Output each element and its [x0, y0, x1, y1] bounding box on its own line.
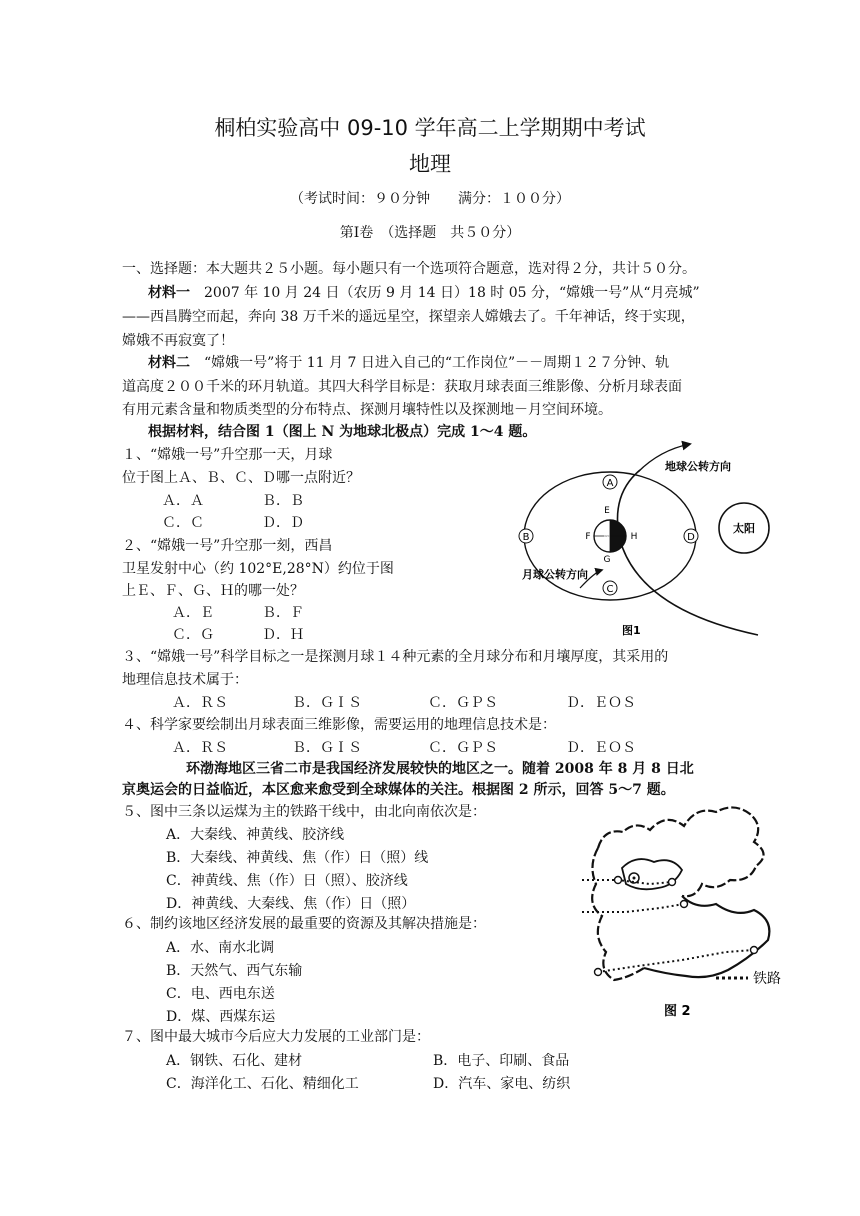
q5-stem: ５、图中三条以运煤为主的铁路干线中，由北向南依次是： [122, 804, 486, 820]
q1-option-a[interactable]: Ａ．Ａ [162, 493, 204, 509]
figure1-caption: 图1 [622, 624, 641, 637]
q6-stem: ６、制约该地区经济发展的最重要的资源及其解决措施是： [122, 916, 486, 932]
q6-option-b[interactable]: B．天然气、西气东输 [166, 963, 303, 979]
material2-line1 [148, 352, 669, 375]
material1-text: 2007 年 10 月 24 日（农历 9 月 14 日）18 时 05 分，“嫦娥一号”从“月亮城” [190, 285, 700, 301]
railway-station-3 [681, 901, 688, 908]
sun-label: 太阳 [733, 522, 755, 535]
exam-info: （考试时间：９０分钟 满分：１００分） [290, 191, 570, 207]
label-b: B [522, 532, 530, 543]
material2-text: “嫦娥一号”将于 11 月 7 日进入自己的“工作岗位”－－周期１２７分钟、轨 [190, 355, 670, 371]
instruction: 一、选择题：本大题共２５小题。每小题只有一个选项符合题意，选对得２分，共计５０分。 [122, 261, 696, 277]
q1-stem-line2: 位于图上Ａ、Ｂ、Ｃ、Ｄ哪一点附近？ [122, 470, 360, 486]
q3-option-a[interactable]: Ａ．ＲＳ [172, 695, 228, 711]
label-c: C [606, 584, 614, 595]
q3-option-c[interactable]: Ｃ．ＧＰＳ [428, 695, 498, 711]
exam-subject: 地理 [409, 152, 451, 176]
q7-option-d[interactable]: D．汽车、家电、纺织 [433, 1076, 571, 1092]
figure2-caption: 图 2 [664, 1004, 691, 1019]
label-g: G [603, 555, 611, 565]
q5-option-a[interactable]: A．大秦线、神黄线、胶济线 [166, 827, 345, 843]
q4-option-d[interactable]: Ｄ．ＥＯＳ [566, 740, 636, 756]
moon-orbit-label: 月球公转方向 [522, 568, 588, 581]
earth-orbit-label: 地球公转方向 [665, 460, 731, 473]
label-d: D [687, 532, 695, 543]
q4-option-b[interactable]: Ｂ．ＧＩＳ [292, 740, 362, 756]
q7-option-c[interactable]: C．海洋化工、石化、精细化工 [166, 1076, 359, 1092]
q2-stem-line2: 卫星发射中心（约 102°E,28°N）约位于图 [122, 561, 394, 577]
q3-stem-line2: 地理信息技术属于： [122, 672, 248, 688]
figure2-railway-map [578, 800, 788, 1025]
q3-stem-line1: ３、“嫦娥一号”科学目标之一是探测月球１４种元素的全月球分布和月壤厚度，其采用的 [122, 649, 669, 665]
railway-station-1 [615, 877, 622, 884]
q5-option-c[interactable]: C．神黄线、焦（作）日（照）、胶济线 [166, 873, 408, 889]
q2-option-a[interactable]: Ａ．Ｅ [172, 605, 214, 621]
q7-option-b[interactable]: B．电子、印刷、食品 [433, 1053, 570, 1069]
material1-label: 材料一 [148, 285, 190, 301]
figure2-capital-dot [633, 877, 636, 880]
q5-option-b[interactable]: B．大秦线、神黄线、焦（作）日（照）线 [166, 850, 429, 866]
figure2-intro-line2: 京奥运会的日益临近，本区愈来愈受到全球媒体的关注。根据图 2 所示，回答 5～7 题。 [122, 782, 675, 798]
q6-option-d[interactable]: D．煤、西煤东运 [166, 1009, 276, 1025]
label-a: A [606, 478, 614, 489]
material2-line3: 有用元素含量和物质类型的分布特点、探测月壤特性以及探测地－月空间环境。 [122, 402, 612, 418]
q4-option-c[interactable]: Ｃ．ＧＰＳ [428, 740, 498, 756]
exam-title: 桐柏实验高中 09-10 学年高二上学期期中考试 [214, 116, 646, 140]
label-e: E [604, 506, 610, 516]
material2-label: 材料二 [148, 355, 190, 371]
material1-line3: 嫦娥不再寂寞了！ [122, 333, 234, 349]
figure2-intro-line1: 环渤海地区三省二市是我国经济发展较快的地区之一。随着 2008 年 8 月 8 日北 [186, 761, 694, 777]
q2-option-b[interactable]: Ｂ．Ｆ [262, 605, 304, 621]
legend-railway-label: 铁路 [753, 971, 781, 987]
q1-option-d[interactable]: Ｄ．Ｄ [262, 515, 304, 531]
figure2-west-border [592, 848, 644, 980]
q6-option-a[interactable]: A．水、南水北调 [166, 940, 275, 956]
q1-option-b[interactable]: Ｂ．Ｂ [262, 493, 304, 509]
figure1-earth-moon-diagram [510, 440, 780, 640]
figure2-north-border [598, 807, 764, 896]
q4-stem: ４、科学家要绘制出月球表面三维影像，需要运用的地理信息技术是： [122, 717, 556, 733]
q2-stem-line3: 上Ｅ、Ｆ、Ｇ、Ｈ的哪一处？ [122, 583, 304, 599]
q4-option-a[interactable]: Ａ．ＲＳ [172, 740, 228, 756]
label-f: F [585, 532, 591, 542]
railway-station-4 [595, 969, 602, 976]
q6-option-c[interactable]: C．电、西电东送 [166, 986, 275, 1002]
material2-line2: 道高度２００千米的环月轨道。其四大科学目标是：获取月球表面三维影像、分析月球表面 [122, 379, 682, 395]
q7-option-a[interactable]: A．钢铁、石化、建材 [166, 1053, 303, 1069]
q7-stem: ７、图中最大城市今后应大力发展的工业部门是： [122, 1029, 430, 1045]
railway-station-2 [669, 879, 676, 886]
q2-stem-line1: ２、“嫦娥一号”升空那一刻，西昌 [122, 538, 333, 554]
q5-option-d[interactable]: D．神黄线、大秦线、焦（作）日（照） [166, 896, 416, 912]
q3-option-d[interactable]: Ｄ．ＥＯＳ [566, 695, 636, 711]
section-title: 第Ⅰ卷 （选择题 共５０分） [339, 225, 521, 241]
material1-line1 [148, 282, 700, 305]
figure1-prompt: 根据材料，结合图 1（图上 N 为地球北极点）完成 1～4 题。 [148, 424, 537, 440]
q1-option-c[interactable]: Ｃ．Ｃ [162, 515, 204, 531]
label-h: H [630, 532, 638, 542]
material1-line2: ——西昌腾空而起，奔向 38 万千米的遥远星空，探望亲人嫦娥去了。千年神话，终于实现， [122, 309, 695, 325]
railway-station-5 [751, 947, 758, 954]
q3-option-b[interactable]: Ｂ．ＧＩＳ [292, 695, 362, 711]
label-n: N [603, 532, 611, 542]
q2-option-d[interactable]: Ｄ．Ｈ [262, 627, 304, 643]
q1-stem-line1: １、“嫦娥一号”升空那一天，月球 [122, 447, 333, 463]
q2-option-c[interactable]: Ｃ．Ｇ [172, 627, 214, 643]
